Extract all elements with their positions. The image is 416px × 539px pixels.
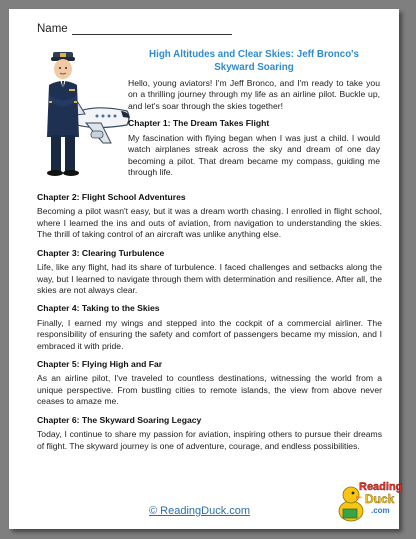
chapter-5-text: As an airline pilot, I've traveled to countless destinations, witnessing the world from a unique perspective. From bustling cities to remote islands, the view from above never ceases to amaze me. xyxy=(37,373,382,407)
svg-text:Duck: Duck xyxy=(365,492,395,506)
readingduck-link[interactable]: © ReadingDuck.com xyxy=(149,505,251,517)
chapter-1-text: My fascination with flying began when I was just a child. I would watch airplanes streak across the sky and dream of one day becoming a pilot. That dream became my compass, guiding me through life. xyxy=(128,132,380,178)
name-field-row xyxy=(37,23,232,35)
svg-text:.com: .com xyxy=(371,506,390,515)
pilot-with-airplane-illustration xyxy=(31,45,131,185)
chapter-6-text: Today, I continue to share my passion for aviation, inspiring others to pursue their dreams of flight. The skyward journey is one of adventure, courage, and endless possibilities. xyxy=(37,429,382,451)
svg-text:Reading: Reading xyxy=(359,481,403,493)
intro-paragraph: Hello, young aviators! I'm Jeff Bronco, and I'm ready to take you on a thrilling journey through my life as an airline pilot. Buckle up, and let's soar through the skies together! xyxy=(128,78,380,111)
chapter-2-heading: Chapter 2: Flight School Adventures xyxy=(37,192,186,202)
name-label: Name xyxy=(37,23,68,35)
pilot-icon xyxy=(47,52,79,176)
chapter-1-heading: Chapter 1: The Dream Takes Flight xyxy=(128,118,270,129)
name-blank-line[interactable] xyxy=(72,24,232,35)
reading-duck-logo xyxy=(337,475,403,525)
chapter-3-text: Life, like any flight, had its share of turbulence. I faced challenges and setbacks along the way, but I learned to navigate through them with determination and resilience. After all, the skies are not always clear. xyxy=(37,262,382,295)
chapter-4-text: Finally, I earned my wings and stepped into the cockpit of a commercial airliner. The responsibility of ensuring the safety and comfort of passengers became my mission, and I embraced it with pride. xyxy=(37,317,382,351)
body-column xyxy=(37,192,382,459)
chapter-2-text: Becoming a pilot wasn't easy, but it was a dream worth chasing. I enrolled in flight school, where I learned the ins and outs of aviation, from navigation to understanding the skies. The thrill of taking control of an aircraft was unlike anything else. xyxy=(37,206,382,240)
chapter-3-heading: Chapter 3: Clearing Turbulence xyxy=(37,247,165,258)
chapter-4-heading: Chapter 4: Taking to the Skies xyxy=(37,303,160,314)
chapter-5-heading: Chapter 5: Flying High and Far xyxy=(37,359,163,370)
intro-column xyxy=(128,49,380,184)
chapter-6-heading: Chapter 6: The Skyward Soaring Legacy xyxy=(37,414,202,425)
worksheet-page xyxy=(9,9,403,529)
article-title: High Altitudes and Clear Skies: Jeff Bronco's Skyward Soaring xyxy=(149,49,359,73)
